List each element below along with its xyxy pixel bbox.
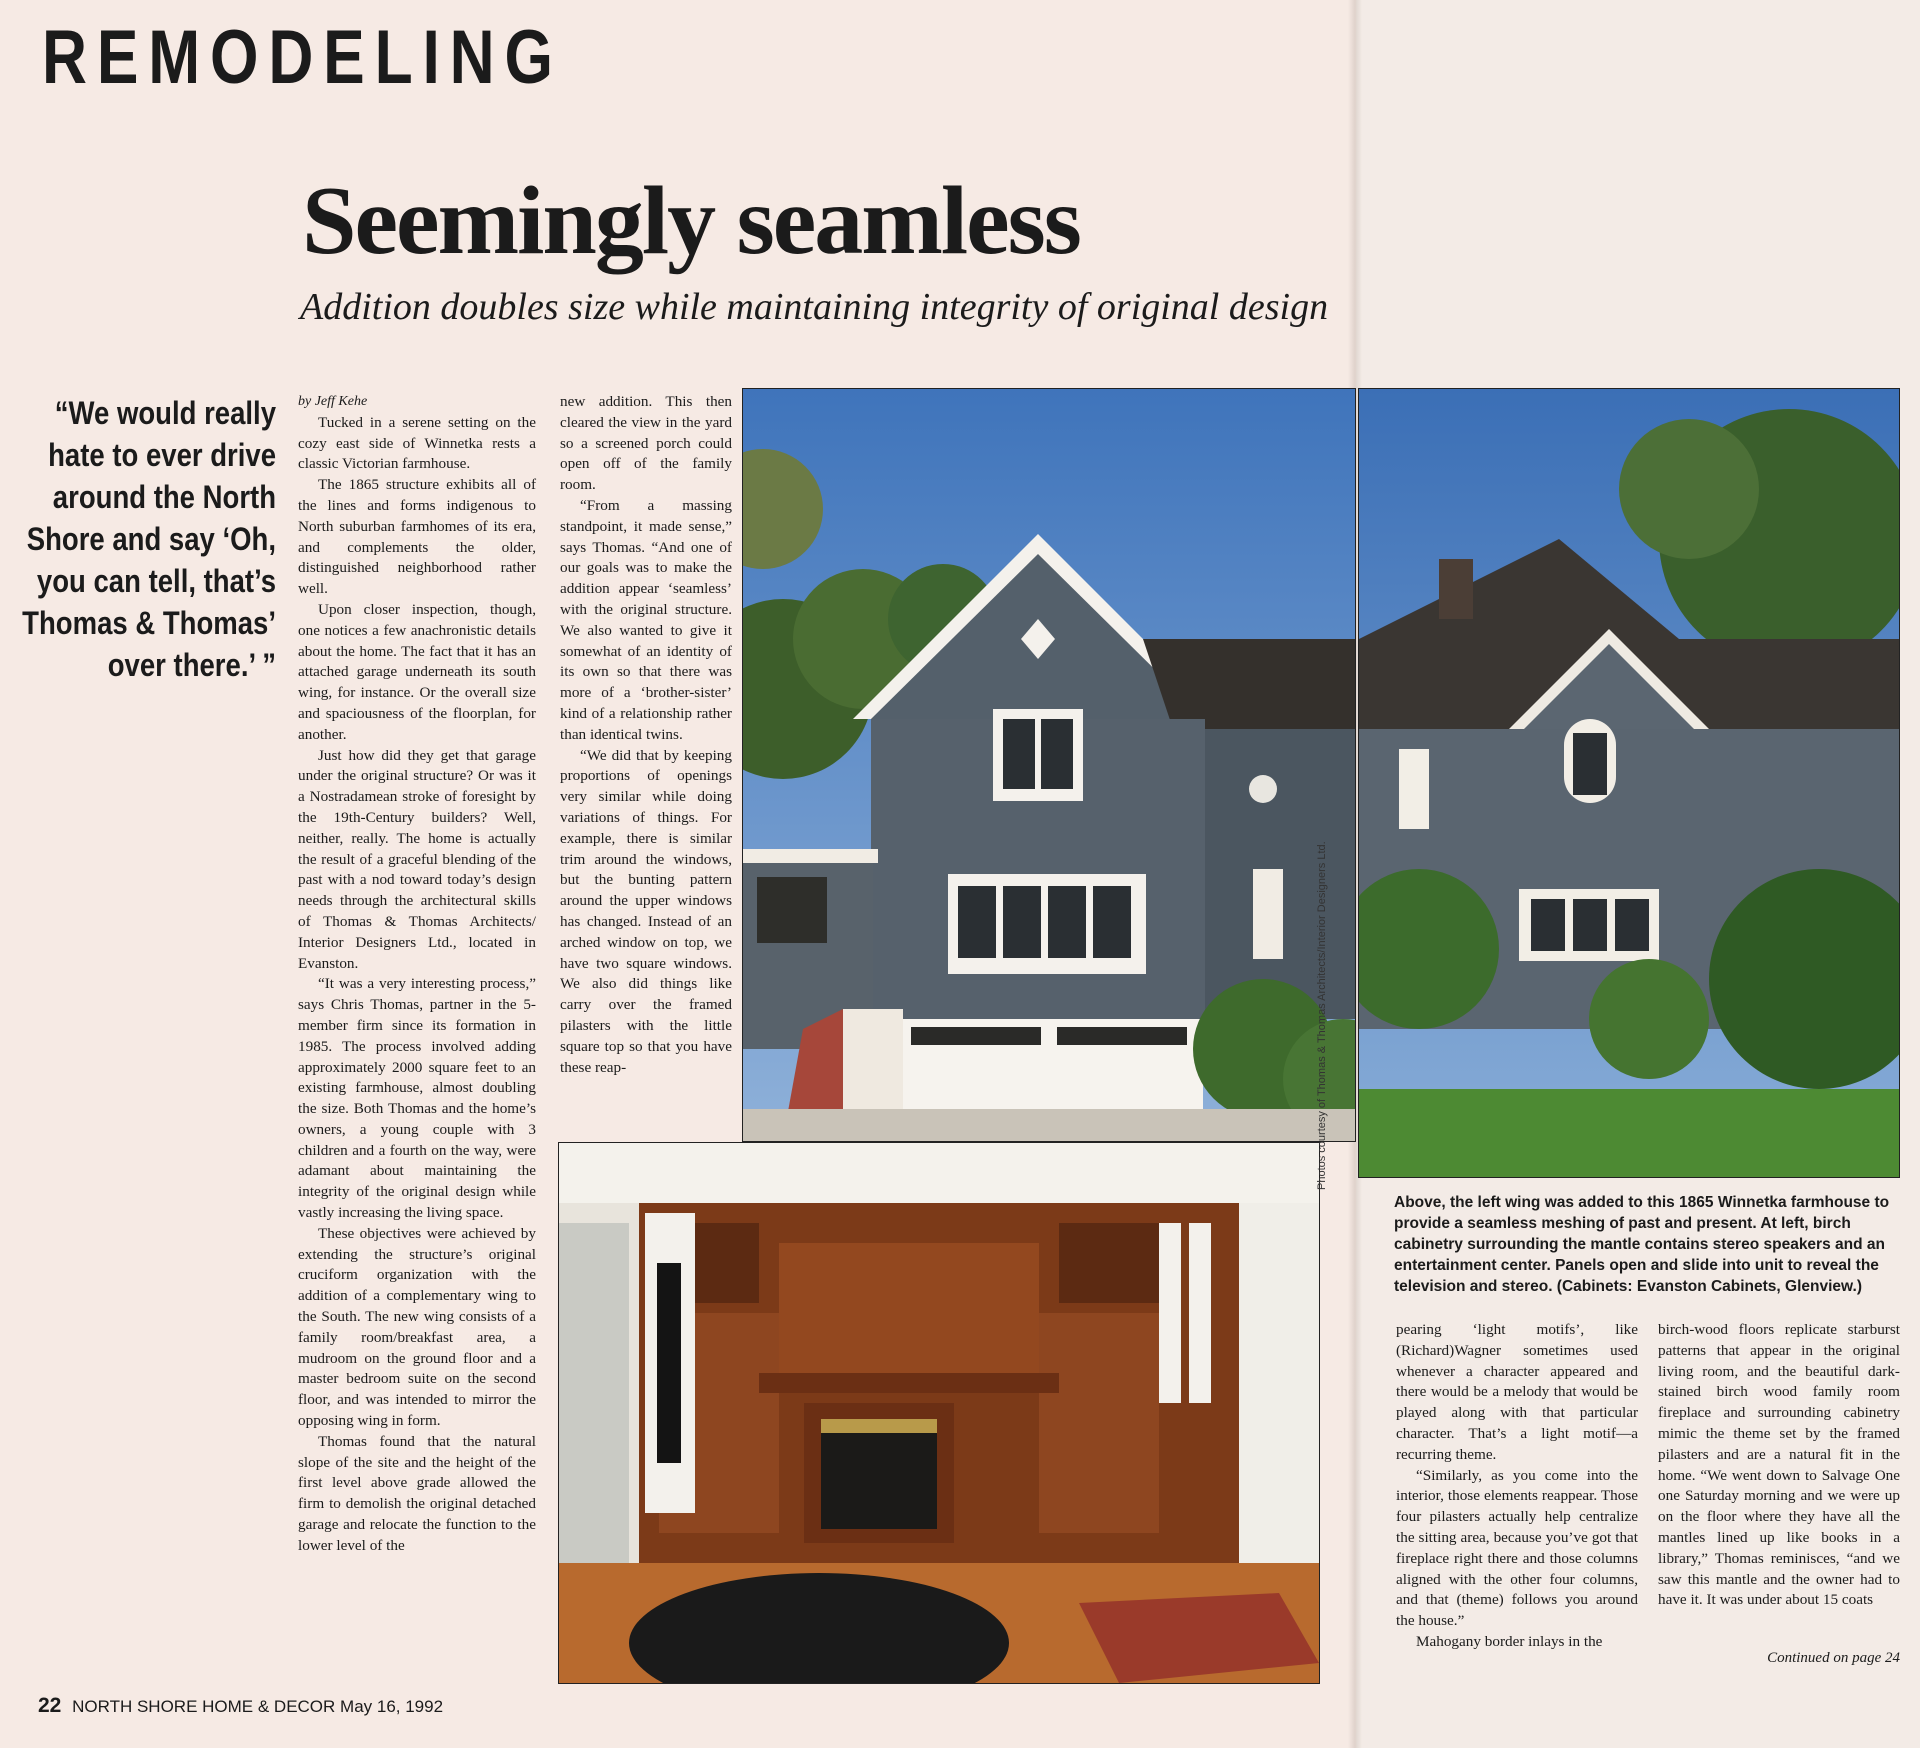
paragraph: The 1865 structure exhibits all of the lines and forms indigenous to North suburban farmhomes of its era, and complements the older, distinguished neighborhood rather well.	[298, 476, 536, 598]
section-label: REMODELING	[42, 15, 563, 100]
paragraph: “From a massing standpoint, it made sense,” says Thomas. “And one of our goals was to make the addition appear ‘seamless’ with the original structure. We also wanted to give it somewhat of an identity of its own so that there was more of a ‘brother-sister’ kind of a relationship rather than identical twins.	[560, 496, 732, 743]
paragraph: Upon closer inspection, though, one notices a few anachronistic details about the home. The fact that it has an attached garage underneath its south wing, for instance. Or the overall size and spaciousness of the floorplan, for another.	[298, 600, 536, 743]
page-number: 22	[38, 1694, 62, 1717]
paragraph: Just how did they get that garage under the original structure? Or was it a Nostradamean stroke of foresight by the 19th-Century builders? Well, neither, really. The home is actually the result of a graceful blending of the past with a nod toward today’s design needs through the architectural skills of Thomas & Thomas Architects/ Interior Designers Ltd., located in Evanston.	[298, 746, 536, 972]
headline: Seemingly seamless	[302, 167, 1080, 275]
pull-quote-text: “We would really hate to ever drive around the North Shore and say ‘Oh, you can tell, that’s Thomas & Thomas’ over there.’ ”	[22, 395, 277, 683]
paragraph: “It was a very interesting process,” says Chris Thomas, partner in the 5-member firm since its formation in 1985. The process involved adding approximately 2000 square feet to an existing farmhouse, almost doubling the size. Both Thomas and the home’s owners, a young couple with 3 children and a fourth on the way, were adamant about maintaining the integrity of the original design while vastly increasing the living space.	[298, 975, 536, 1222]
paragraph: Thomas found that the natural slope of the site and the height of the first level above grade allowed the firm to demolish the original detached garage and relocate the function to the lower level of the	[298, 1432, 536, 1554]
photo-caption: Above, the left wing was added to this 1865 Winnetka farmhouse to provide a seamless meshing of past and present. At left, birch cabinetry surrounding the mantle contains stereo speakers and an entertainment center. Panels open and slide into unit to reveal the television and stereo. (Cabinets: Evanston Cabinets, Glenview.)	[1394, 1194, 1890, 1295]
article-column-1	[298, 392, 536, 1557]
paragraph: These objectives were achieved by extending the structure’s original cruciform organization with the addition of a complementary wing to the South. The new wing consists of a family room/breakfast area, a mudroom on the ground floor and a master bedroom suite on the second floor, and was intended to mirror the opposing wing in form.	[298, 1224, 536, 1430]
exterior-photo-right	[1358, 388, 1900, 1178]
pull-quote	[22, 392, 277, 686]
exterior-photo	[742, 388, 1356, 1142]
paragraph: “Similarly, as you come into the interior, those elements reappear. Those four pilasters actually help centralize the sitting area, because you’ve got that fireplace right there and those columns aligned with the other four columns, and that (theme) follows you around the house.”	[1396, 1466, 1638, 1630]
paragraph: Mahogany border inlays in the	[1416, 1632, 1603, 1650]
continued-note: Continued on page 24	[1767, 1650, 1900, 1666]
publication-info: NORTH SHORE HOME & DECOR May 16, 1992	[72, 1697, 444, 1716]
photo-credit: Photos courtesy of Thomas & Thomas Architects/Interior Designers Ltd.	[1316, 841, 1328, 1190]
paragraph: Tucked in a serene setting on the cozy east side of Winnetka rests a classic Victorian farmhouse.	[298, 413, 536, 473]
interior-fireplace-photo	[558, 1142, 1320, 1684]
article-column-3	[1396, 1320, 1638, 1653]
paragraph: birch-wood floors replicate starburst patterns that appear in the original living room, and the beautiful dark-stained birch wood family room fireplace and surrounding cabinetry mimic the theme set by the framed pilasters and are a natural fit in the home. “We went down to Salvage One one Saturday morning and we were up on the floor where they have all the mantles lined up like books in a library,” Thomas reminisces, “and we saw this mantle and the owner had to have it. It was under about 15 coats	[1658, 1321, 1900, 1609]
article-column-2	[560, 392, 732, 1078]
paragraph: new addition. This then cleared the view in the yard so a screened porch could open off of the family room.	[560, 393, 732, 494]
paragraph: pearing ‘light motifs’, like (Richard)Wagner sometimes used whenever a character appeared and there would be a melody that would be played along with that particular character. That’s a light motif—a recurring theme.	[1396, 1321, 1638, 1463]
paragraph: “We did that by keeping proportions of openings very similar while doing variations of things. For example, there is similar trim around the windows, but the bunting pattern around the upper windows has changed. Instead of an arched window on top, we have two square windows. We also did things like carry over the framed pilasters with the little square top so that you have these reap-	[560, 746, 732, 1076]
page-footer	[38, 1694, 443, 1718]
article-column-4	[1658, 1320, 1900, 1611]
deck-subtitle: Addition doubles size while maintaining integrity of original design	[300, 286, 1329, 328]
byline: by Jeff Kehe	[298, 394, 368, 409]
